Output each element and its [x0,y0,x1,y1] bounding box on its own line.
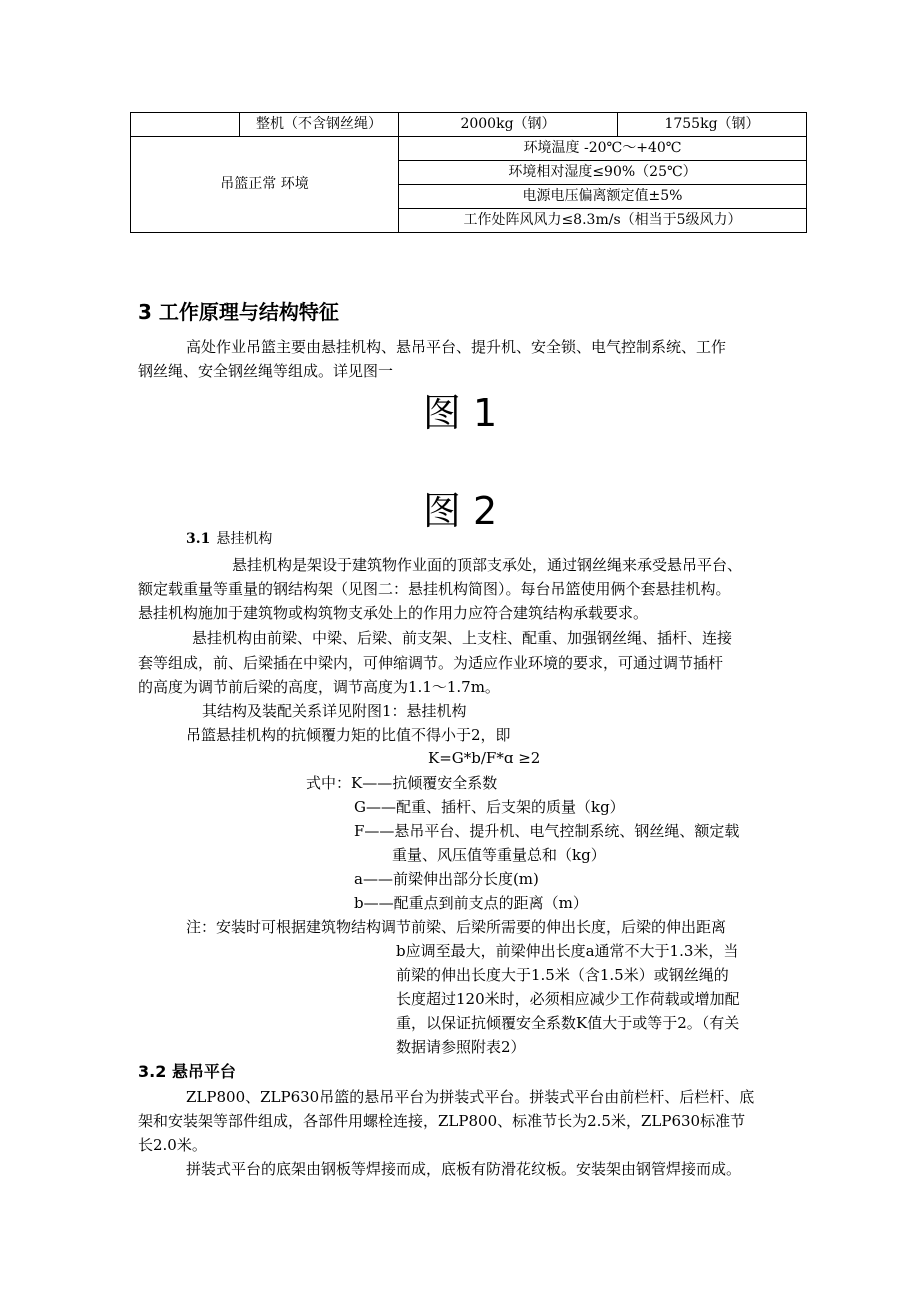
formula: K=G*b/F*ɑ ≥2 [428,749,541,767]
formula-legend: G——配重、插杆、后支架的质量（kg） [354,798,625,816]
formula-legend: F——悬吊平台、提升机、电气控制系统、钢丝绳、额定载 [354,822,740,840]
figure-1-label: 图 1 [422,391,498,435]
subsection-heading [186,528,272,548]
body-line: 额定载重量等重量的钢结构架（见图二：悬挂机构简图）。每台吊篮使用俩个套悬挂机构。 [138,580,731,598]
note-line: 重，以保证抗倾覆安全系数K值大于或等于2。（有关 [396,1014,740,1032]
body-line: 悬挂机构是架设于建筑物作业面的顶部支承处，通过钢丝绳来承受悬吊平台、 [232,556,743,574]
table-row [131,137,807,161]
body-line: 长2.0米。 [138,1136,207,1154]
body-line: 吊篮悬挂机构的抗倾覆力矩的比值不得小于2，即 [186,726,511,744]
intro-line: 高处作业吊篮主要由悬挂机构、悬吊平台、提升机、安全锁、电气控制系统、工作 [186,338,727,356]
body-line: 的高度为调节前后梁的高度，调节高度为1.1～1.7m。 [138,678,500,696]
note-line: b应调至最大，前梁伸出长度a通常不大于1.3米，当 [396,942,739,960]
body-line: 架和安装架等部件组成，各部件用螺栓连接，ZLP800、标准节长为2.5米，ZLP630标准节 [138,1112,746,1130]
note-line: 长度超过120米时，必须相应减少工作荷载或增加配 [396,990,740,1008]
env-label-cell: 吊篮正常 环境 [131,137,399,233]
note-line: 数据请参照附表2） [396,1038,526,1056]
table-cell [131,113,240,137]
body-line: 其结构及装配关系详见附图1：悬挂机构 [202,702,467,720]
subsection-heading: 3.2 悬吊平台 [138,1062,236,1081]
formula-legend: 式中：K——抗倾覆安全系数 [306,774,498,792]
body-line: 套等组成，前、后梁插在中梁内，可伸缩调节。为适应作业环境的要求，可通过调节插杆 [138,654,724,672]
table-row [131,113,807,137]
body-line: 拼装式平台的底架由钢板等焊接而成，底板有防滑花纹板。安装架由钢管焊接而成。 [186,1160,742,1178]
subsection-number: 3.1 [186,531,211,547]
subsection-title: 悬挂机构 [216,531,273,547]
body-line: 悬挂机构由前梁、中梁、后梁、前支架、上支柱、配重、加强钢丝绳、插杆、连接 [192,629,733,647]
table-cell: 整机（不含钢丝绳） [240,113,399,137]
table-cell: 1755kg（钢） [618,113,807,137]
env-item: 环境相对湿度≤90%（25℃） [399,161,807,185]
body-line: 悬挂机构施加于建筑物或构筑物支承处上的作用力应符合建筑结构承载要求。 [138,604,649,622]
formula-legend: a——前梁伸出部分长度(m) [354,870,539,888]
spec-table [130,112,807,233]
env-item: 工作处阵风风力≤8.3m/s（相当于5级风力） [399,209,807,233]
env-item: 环境温度 -20℃～+40℃ [399,137,807,161]
formula-legend: 重量、风压值等重量总和（kg） [392,846,606,864]
body-line: ZLP800、ZLP630吊篮的悬吊平台为拼装式平台。拼装式平台由前栏杆、后栏杆、底 [186,1088,755,1106]
figure-2-label: 图 2 [422,489,498,533]
formula-legend: b——配重点到前支点的距离（m） [354,894,588,912]
table-cell: 2000kg（钢） [399,113,618,137]
section-heading: 3 工作原理与结构特征 [138,300,339,324]
intro-line: 钢丝绳、安全钢丝绳等组成。详见图一 [138,362,394,380]
note-line: 前梁的伸出长度大于1.5米（含1.5米）或钢丝绳的 [396,966,729,984]
env-item: 电源电压偏离额定值±5% [399,185,807,209]
note-line: 注：安装时可根据建筑物结构调节前梁、后梁所需要的伸出长度，后梁的伸出距离 [186,918,727,936]
